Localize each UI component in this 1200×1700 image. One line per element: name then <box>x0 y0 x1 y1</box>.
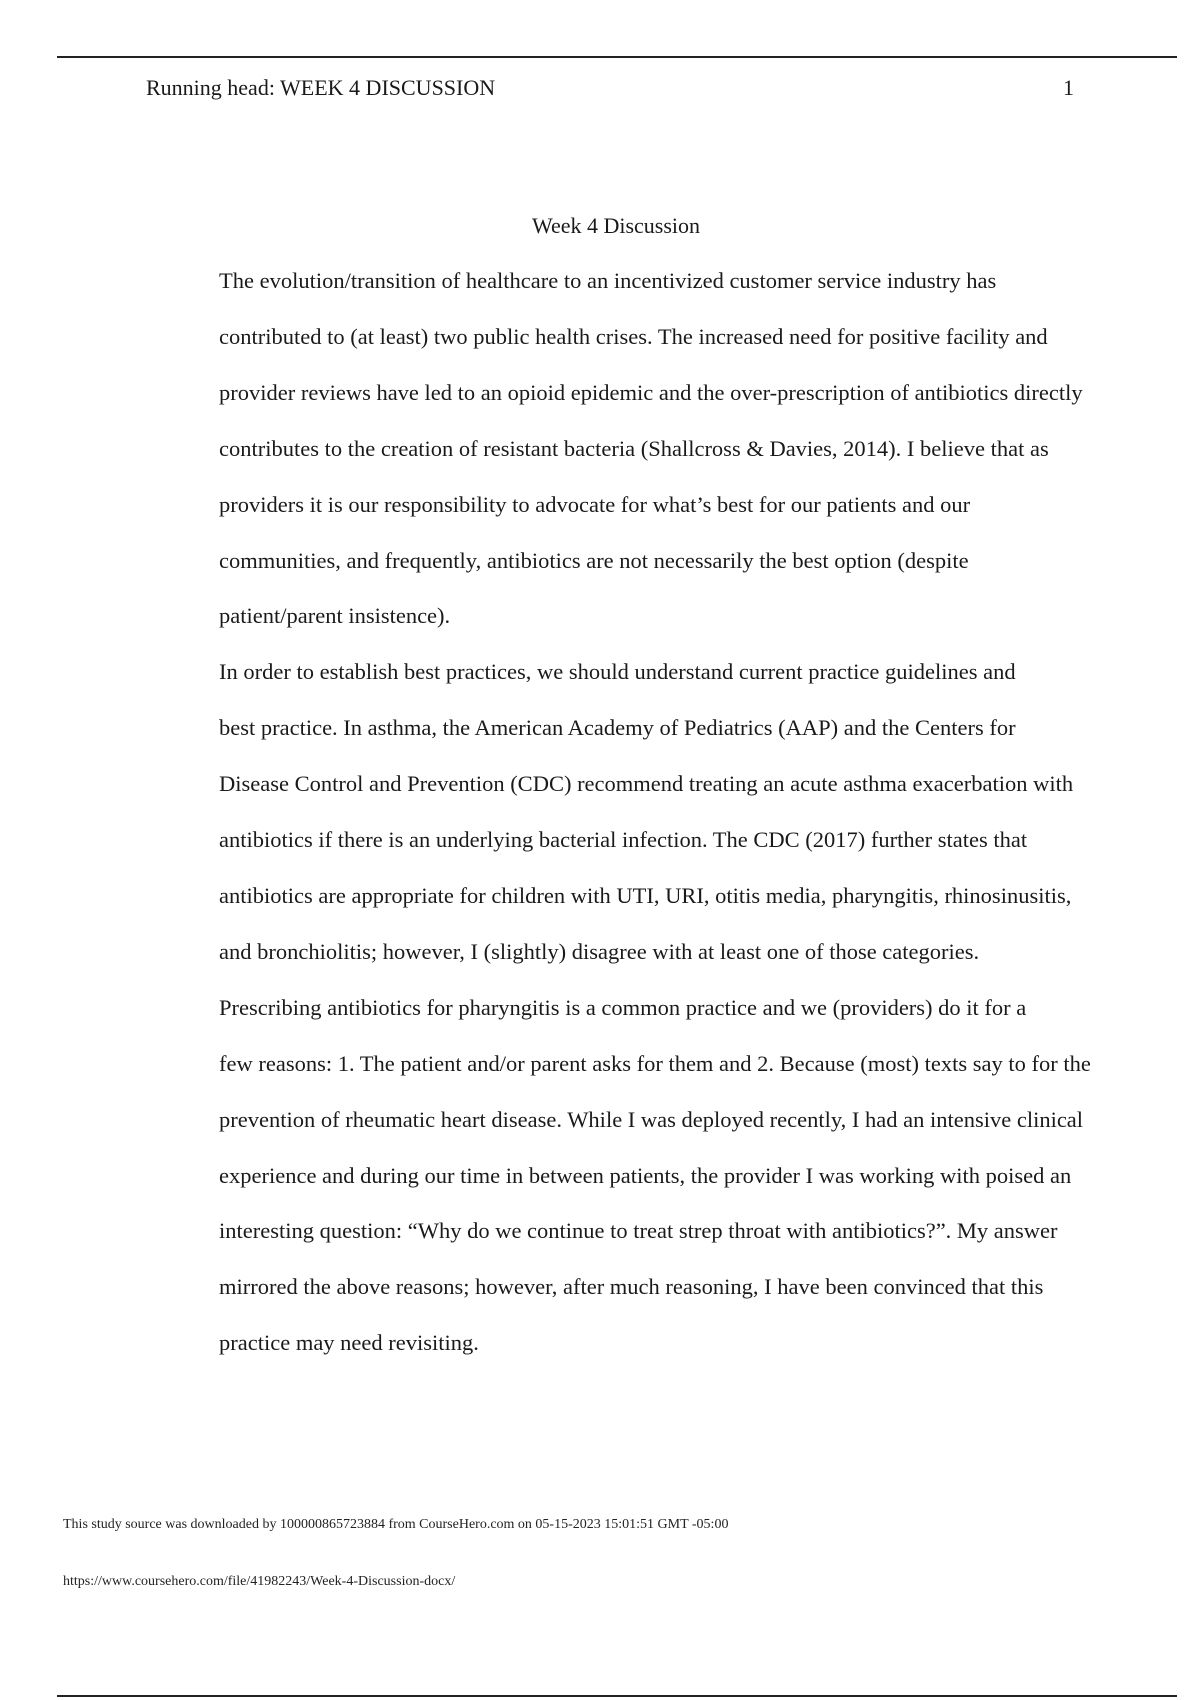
paragraph-line: contributes to the creation of resistant bacteria (Shallcross & Davies, 2014). I believe that as <box>219 435 1049 461</box>
running-head: Running head: WEEK 4 DISCUSSION <box>146 75 496 100</box>
paragraph-line: practice may need revisiting. <box>219 1330 479 1356</box>
paragraph-2 <box>146 644 1091 979</box>
paragraph-line: best practice. In asthma, the American Academy of Pediatrics (AAP) and the Centers for <box>219 715 1016 741</box>
paragraph-line: Disease Control and Prevention (CDC) recommend treating an acute asthma exacerbation with <box>219 771 1074 797</box>
page-number: 1 <box>1063 75 1074 100</box>
top-rule <box>57 56 1177 58</box>
paragraph-line: providers it is our responsibility to advocate for what’s best for our patients and our <box>219 491 971 517</box>
paragraph-line: antibiotics if there is an underlying bacterial infection. The CDC (2017) further states that <box>219 827 1028 853</box>
paragraph-line: provider reviews have led to an opioid epidemic and the over-prescription of antibiotics directly <box>219 379 1083 405</box>
paragraph-line: few reasons: 1. The patient and/or parent asks for them and 2. Because (most) texts say to for the <box>219 1050 1091 1076</box>
paragraph-line: experience and during our time in between patients, the provider I was working with poised an <box>219 1162 1072 1188</box>
paragraph-3 <box>146 980 1091 1371</box>
paragraph-line: The evolution/transition of healthcare to an incentivized customer service industry has <box>219 268 997 293</box>
bottom-rule <box>57 1695 1177 1697</box>
paragraph-line: mirrored the above reasons; however, after much reasoning, I have been convinced that this <box>219 1274 1044 1300</box>
document-title: Week 4 Discussion <box>531 213 701 238</box>
paragraph-line: interesting question: “Why do we continue to treat strep throat with antibiotics?”. My answer <box>219 1218 1058 1244</box>
paragraph-line: Prescribing antibiotics for pharyngitis is a common practice and we (providers) do it for a <box>219 994 1027 1020</box>
paragraph-line: and bronchiolitis; however, I (slightly) disagree with at least one of those categories. <box>219 938 980 964</box>
paragraph-line: patient/parent insistence). <box>219 603 451 629</box>
paragraph-line: contributed to (at least) two public health crises. The increased need for positive facility and <box>219 323 1048 349</box>
paragraph-1 <box>146 253 1091 644</box>
paragraph-line: communities, and frequently, antibiotics are not necessarily the best option (despite <box>219 547 969 573</box>
paragraph-line: prevention of rheumatic heart disease. While I was deployed recently, I had an intensive clinical <box>219 1106 1084 1132</box>
paragraph-line: In order to establish best practices, we should understand current practice guidelines and <box>219 659 1016 685</box>
document-body <box>146 253 1091 1371</box>
paragraph-line: antibiotics are appropriate for children with UTI, URI, otitis media, pharyngitis, rhinosinusitis, <box>219 882 1072 908</box>
download-source-note: This study source was downloaded by 100000865723884 from CourseHero.com on 05-15-2023 15:01:51 GMT -05:00 <box>63 1517 729 1532</box>
source-url: https://www.coursehero.com/file/41982243/Week-4-Discussion-docx/ <box>63 1574 456 1589</box>
